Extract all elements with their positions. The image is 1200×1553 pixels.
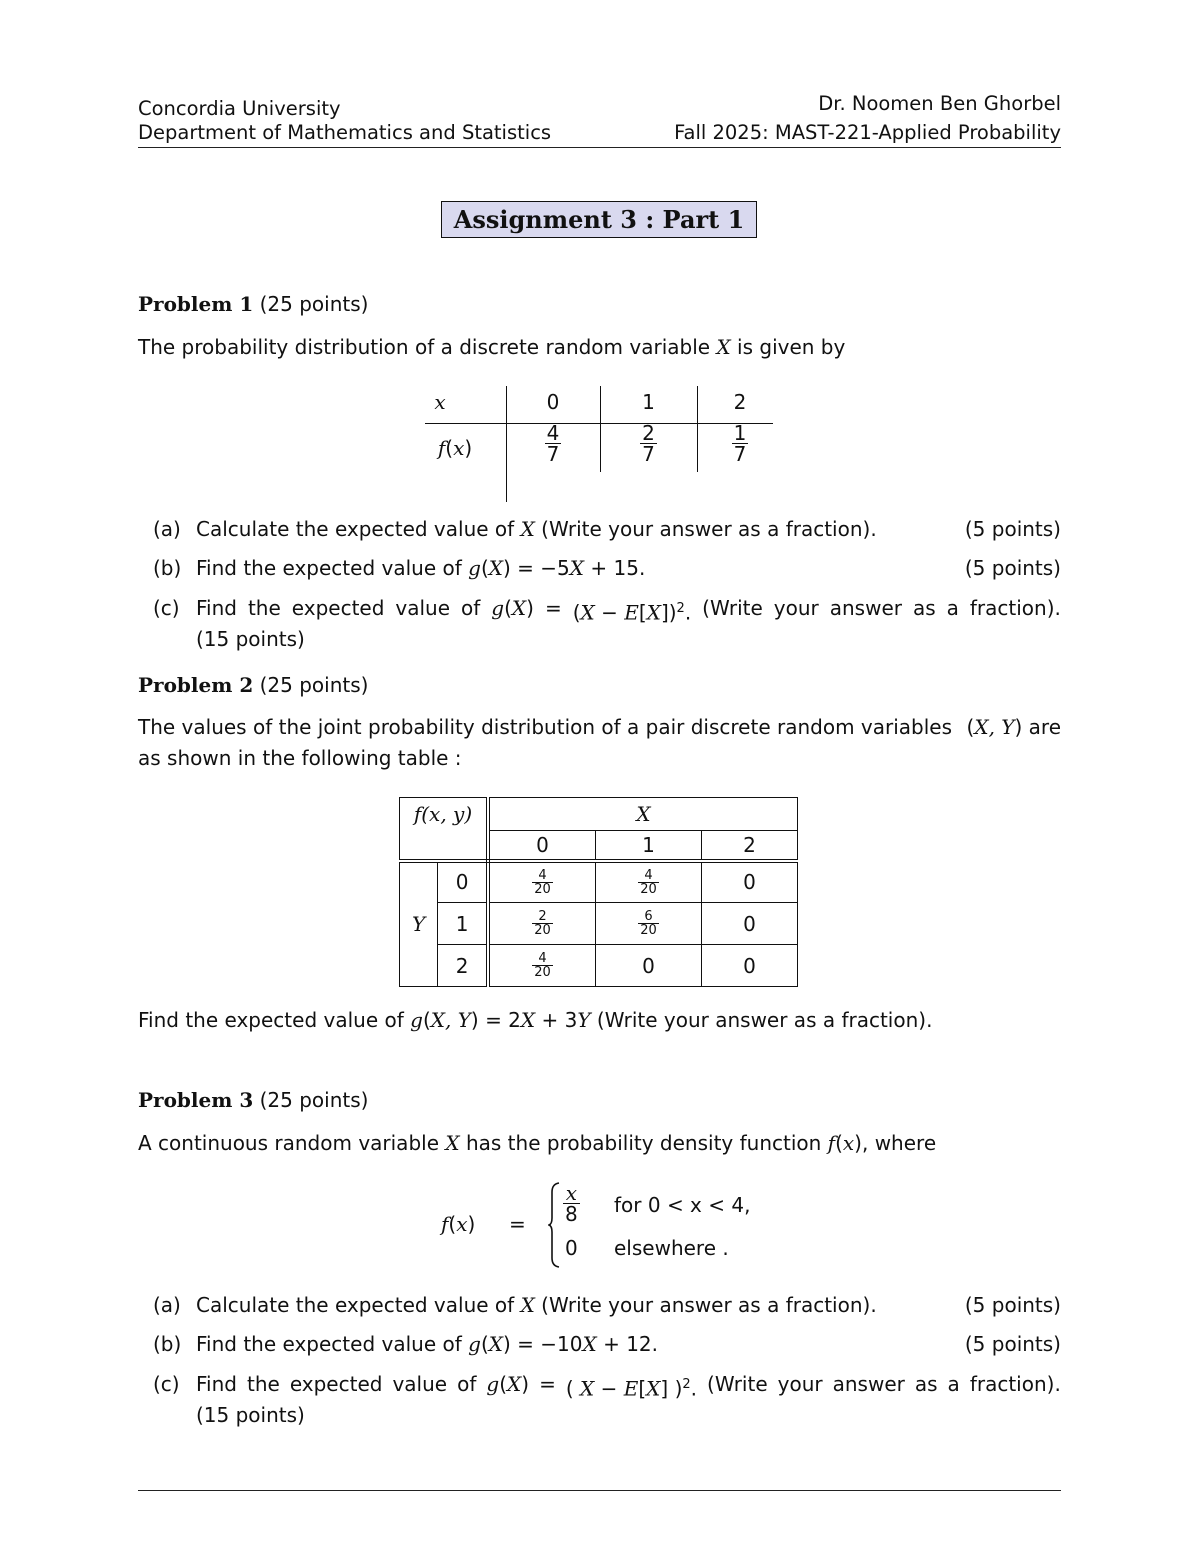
problem2-label: Problem 2 bbox=[138, 673, 254, 697]
part-label: (a) bbox=[153, 517, 181, 541]
part-points: (5 points) bbox=[964, 556, 1061, 580]
part-points: (5 points) bbox=[964, 517, 1061, 541]
pdf-denominator: 8 bbox=[565, 1202, 578, 1226]
problem2-intro-text-b: are bbox=[1028, 715, 1061, 739]
problem1-intro-var: X bbox=[716, 335, 731, 359]
row-label-f: f bbox=[437, 436, 446, 460]
pdf-case-fraction bbox=[563, 1183, 580, 1224]
pdf-case-zero: 0 bbox=[565, 1236, 578, 1260]
assignment-title: Assignment 3 : Part 1 bbox=[441, 201, 757, 238]
problem2-points: (25 points) bbox=[259, 673, 369, 697]
x-col-2: 2 bbox=[702, 831, 798, 861]
pdf-case-condition: for 0 < x < 4, bbox=[614, 1193, 751, 1217]
problem1-intro-text-a: The probability distribution of a discrete random variable bbox=[138, 335, 711, 359]
row-label-fx: f(x) bbox=[437, 436, 473, 460]
problem3-intro: A continuous random variable X has the probability density function f(x), where bbox=[138, 1131, 937, 1155]
part-label: (a) bbox=[153, 1293, 181, 1317]
problem1-points: (25 points) bbox=[259, 292, 369, 316]
problem3-label: Problem 3 bbox=[138, 1088, 254, 1112]
department-name: Department of Mathematics and Statistics bbox=[138, 121, 552, 144]
joint-cell: 0 bbox=[702, 945, 798, 987]
y-row-0: 0 bbox=[438, 861, 488, 903]
corner-label: f(x, y) bbox=[400, 798, 489, 861]
part-label: (b) bbox=[153, 556, 182, 580]
pdf-case-elsewhere: elsewhere . bbox=[614, 1236, 729, 1260]
y-row-1: 1 bbox=[438, 903, 488, 945]
joint-cell: 0 bbox=[702, 903, 798, 945]
problem1-heading bbox=[138, 292, 368, 316]
problem3-intro-text-c: , where bbox=[861, 1131, 937, 1155]
part-points: (5 points) bbox=[964, 1293, 1061, 1317]
prob-fraction-1 bbox=[600, 423, 697, 464]
prob-denominator: 7 bbox=[733, 442, 747, 466]
prob-denominator: 7 bbox=[546, 442, 560, 466]
instructor-name: Dr. Noomen Ben Ghorbel bbox=[818, 92, 1061, 115]
joint-distribution-table bbox=[399, 797, 798, 987]
prob-fraction-2 bbox=[697, 423, 783, 464]
problem3-heading bbox=[138, 1088, 368, 1112]
pdf-numerator: x bbox=[565, 1181, 577, 1205]
joint-cell: 0 bbox=[702, 861, 798, 903]
y-row-2: 2 bbox=[438, 945, 488, 987]
prob-numerator: 1 bbox=[733, 421, 747, 445]
row-label-x: x bbox=[434, 390, 446, 414]
prob-numerator: 4 bbox=[546, 421, 560, 445]
y-header: Y bbox=[400, 861, 438, 987]
course-name: Fall 2025: MAST-221-Applied Probability bbox=[674, 121, 1061, 144]
part-label: (b) bbox=[153, 1332, 182, 1356]
problem2-intro: The values of the joint probability distribution of a pair discrete random variables (X, Y) are as shown in the following table : bbox=[138, 712, 1061, 774]
joint-cell: $\frac{4}{20}$ bbox=[488, 945, 596, 987]
part-label: (c) bbox=[153, 596, 180, 620]
problem3-intro-text-b: has the probability density function bbox=[465, 1131, 822, 1155]
joint-cell: $\frac{4}{20}$ bbox=[488, 861, 596, 903]
joint-cell: $\frac{2}{20}$ bbox=[488, 903, 596, 945]
footer-rule bbox=[138, 1490, 1061, 1491]
part-points: (5 points) bbox=[964, 1332, 1061, 1356]
pdf-equals: = bbox=[509, 1212, 526, 1236]
x-value-1: 1 bbox=[642, 390, 655, 414]
problem2-intro-text-c: as shown in the following table : bbox=[138, 746, 462, 770]
joint-cell: $\frac{6}{20}$ bbox=[596, 903, 702, 945]
problem1-intro-text-b: is given by bbox=[737, 335, 846, 359]
x-value-2: 2 bbox=[733, 390, 747, 414]
pdf-lhs: f(x) bbox=[441, 1212, 476, 1236]
problem3-points: (25 points) bbox=[259, 1088, 369, 1112]
left-brace-icon bbox=[548, 1182, 560, 1268]
problem1-label: Problem 1 bbox=[138, 292, 254, 316]
x-col-0: 0 bbox=[488, 831, 596, 861]
problem2-intro-text-a: The values of the joint probability distribution of a pair discrete random variables bbox=[138, 715, 953, 739]
problem2-question-text: Find the expected value of bbox=[138, 1008, 404, 1032]
part-points: (15 points) bbox=[196, 627, 305, 651]
problem2-heading bbox=[138, 673, 368, 697]
problem1-intro bbox=[138, 332, 1061, 363]
joint-cell: $\frac{4}{20}$ bbox=[596, 861, 702, 903]
problem2-note: (Write your answer as a fraction). bbox=[596, 1008, 933, 1032]
x-col-1: 1 bbox=[596, 831, 702, 861]
prob-denominator: 7 bbox=[642, 442, 655, 466]
x-header: X bbox=[488, 798, 798, 831]
joint-cell: 0 bbox=[596, 945, 702, 987]
prob-fraction-0 bbox=[506, 423, 600, 464]
part-points: (15 points) bbox=[196, 1403, 305, 1427]
part-label: (c) bbox=[153, 1372, 180, 1396]
header-rule bbox=[138, 147, 1061, 148]
x-value-0: 0 bbox=[546, 390, 560, 414]
university-name: Concordia University bbox=[138, 97, 341, 120]
problem3-intro-text-a: A continuous random variable bbox=[138, 1131, 439, 1155]
prob-numerator: 2 bbox=[642, 421, 655, 445]
